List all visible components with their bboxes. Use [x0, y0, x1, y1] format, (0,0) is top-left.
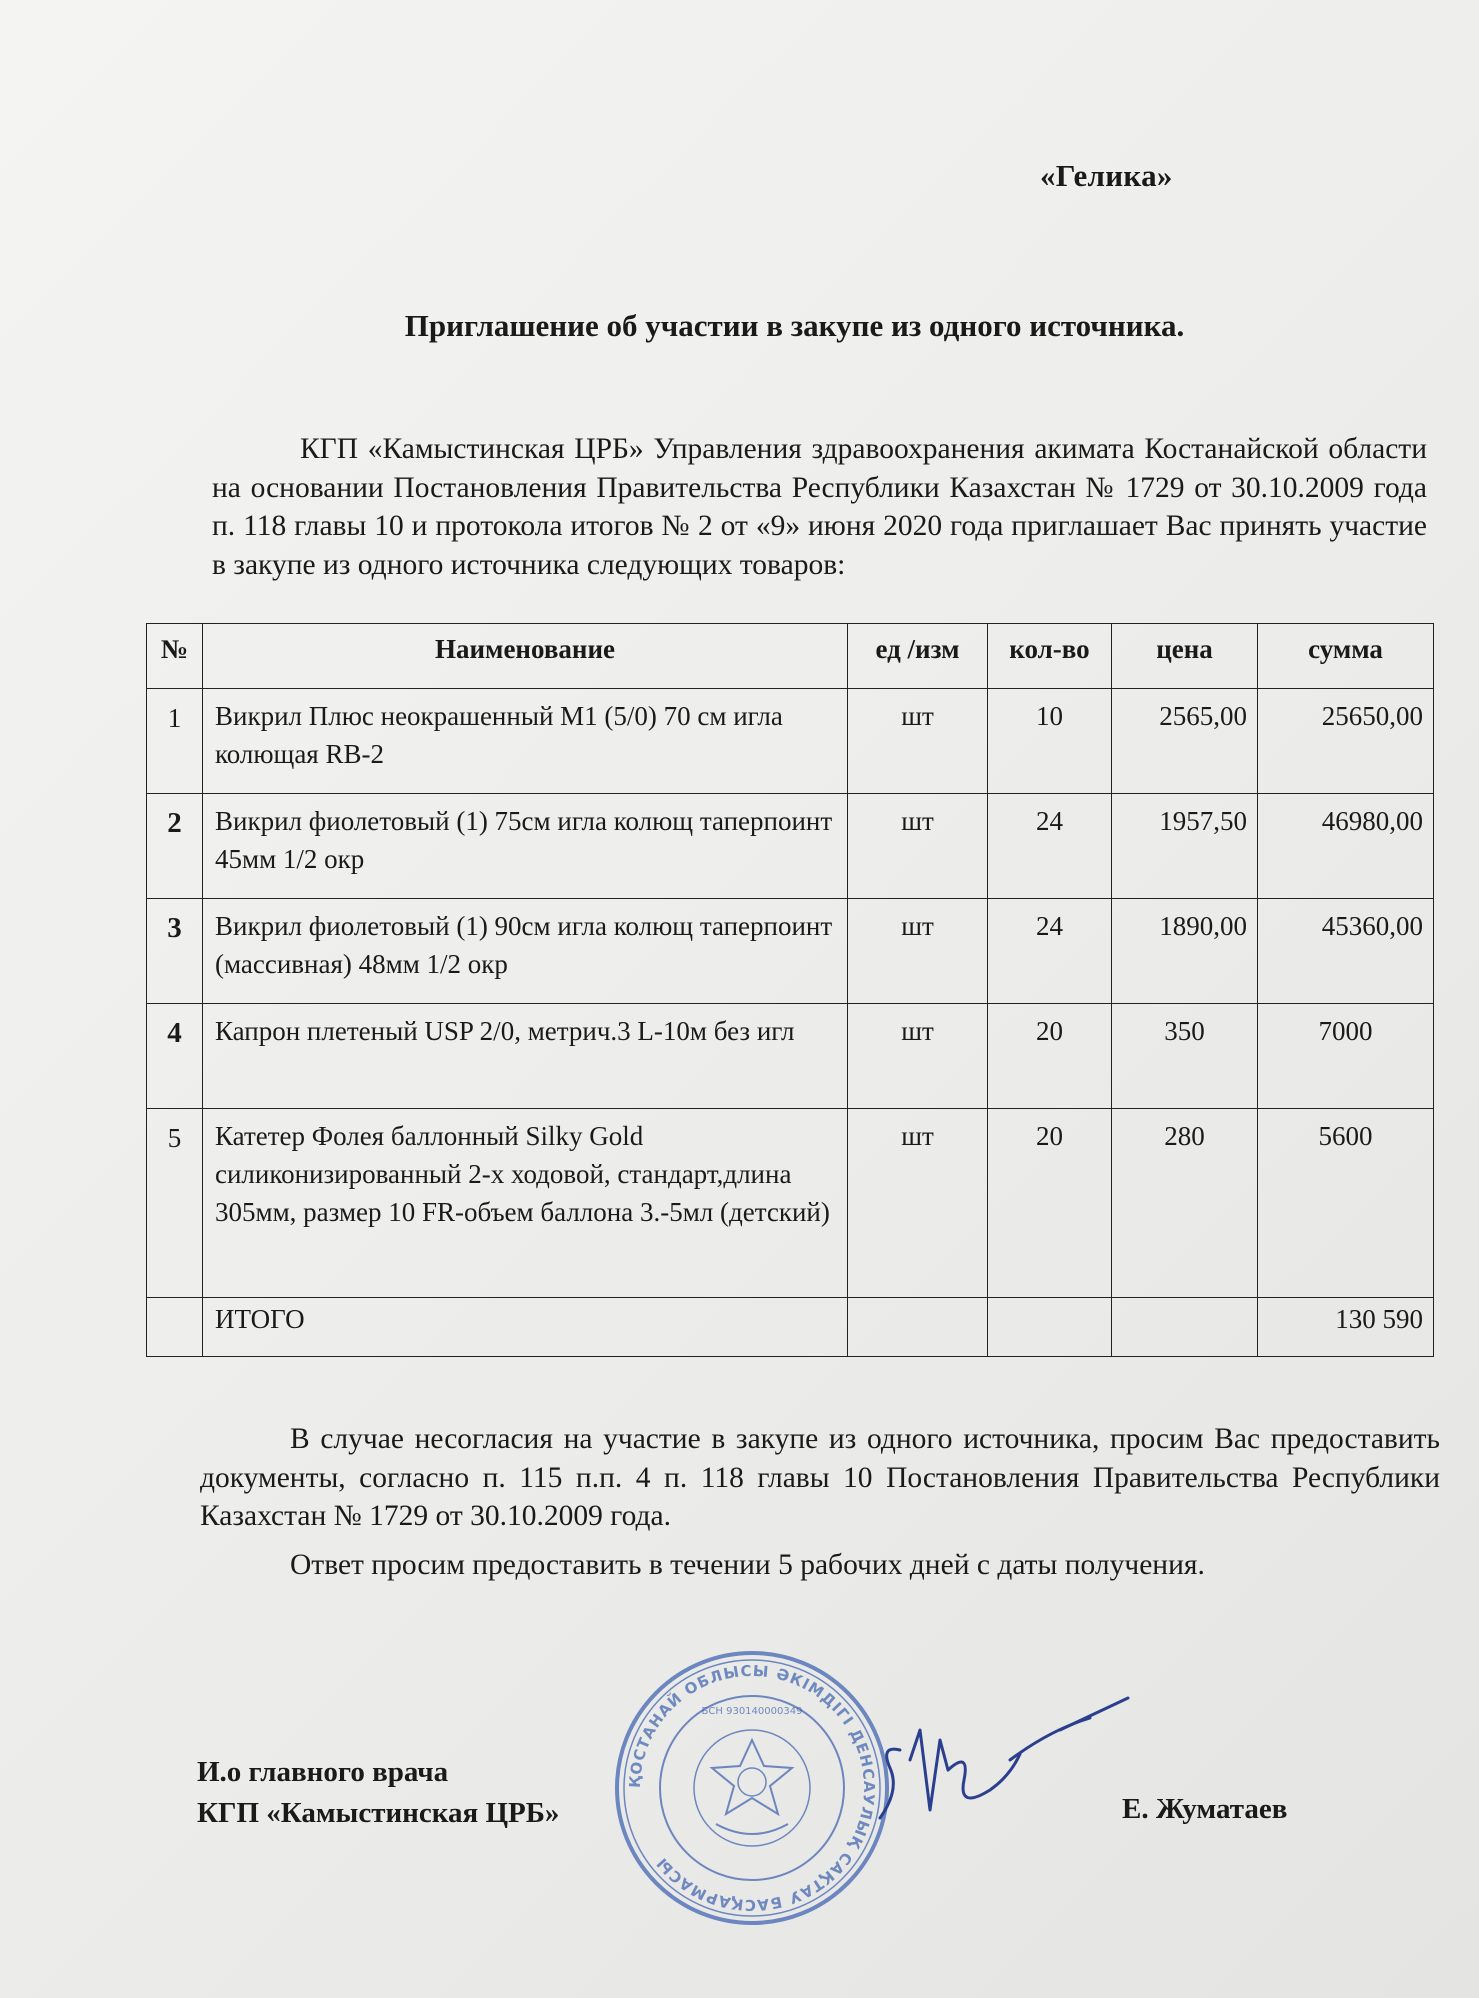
row-price: 2565,00: [1112, 689, 1258, 794]
total-num: [147, 1298, 203, 1357]
row-unit: шт: [848, 1109, 988, 1298]
stamp-inner-text: БСН 930140000349: [701, 1706, 803, 1717]
total-unit: [848, 1298, 988, 1357]
answer-paragraph: Ответ просим предоставить в течении 5 рабочих дней с даты получения.: [290, 1549, 1205, 1581]
row-qty: 20: [988, 1109, 1112, 1298]
table-row: [147, 689, 1434, 794]
stamp-outer-text: ҚОСТАНАЙ ОБЛЫСЫ ӘКІМДІГІ ДЕНСАУЛЫҚ САҚТАУ БАСҚАРМАСЫ: [625, 1661, 879, 1915]
signatory-position: [197, 1752, 559, 1834]
row-unit: шт: [848, 899, 988, 1004]
total-value: 130 590: [1258, 1298, 1434, 1357]
row-num: 5: [147, 1109, 203, 1298]
total-price: [1112, 1298, 1258, 1357]
row-price: 280: [1112, 1109, 1258, 1298]
row-sum: 46980,00: [1258, 794, 1434, 899]
document-title: Приглашение об участии в закупе из одного источника.: [404, 308, 1185, 343]
total-qty: [988, 1298, 1112, 1357]
intro-paragraph: КГП «Камыстинская ЦРБ» Управления здравоохранения акимата Костанайской области на основании Постановления Правительства Республики Казахстан № 1729 от 30.10.2009 года п. 118 главы 10 и протокола итогов № 2 от «9» июня 2020 года приглашает Вас принять участие в закупе из одного источника следующих товаров:: [212, 433, 1427, 581]
header-sum: сумма: [1258, 624, 1434, 689]
row-name: Викрил фиолетовый (1) 75см игла колющ таперпоинт 45мм 1/2 окр: [203, 794, 848, 899]
table-row: [147, 1004, 1434, 1109]
official-stamp-icon: [612, 1648, 892, 1928]
handwritten-signature-icon: [860, 1690, 1140, 1840]
row-unit: шт: [848, 794, 988, 899]
row-qty: 10: [988, 689, 1112, 794]
svg-text:ҚОСТАНАЙ ОБЛЫСЫ ӘКІМДІГІ ДЕНСА: [626, 1662, 878, 1914]
row-price: 1890,00: [1112, 899, 1258, 1004]
header-unit: ед /изм: [848, 624, 988, 689]
row-unit: шт: [848, 689, 988, 794]
row-num: 1: [147, 689, 203, 794]
row-unit: шт: [848, 1004, 988, 1109]
row-name: Капрон плетеный USP 2/0, метрич.3 L-10м без игл: [203, 1004, 848, 1109]
row-sum: 5600: [1258, 1109, 1434, 1298]
header-price: цена: [1112, 624, 1258, 689]
table-row: [147, 899, 1434, 1004]
row-qty: 20: [988, 1004, 1112, 1109]
row-sum: 7000: [1258, 1004, 1434, 1109]
row-price: 1957,50: [1112, 794, 1258, 899]
row-num: 3: [147, 899, 203, 1004]
disagree-paragraph: В случае несогласия на участие в закупе из одного источника, просим Вас предоставить документы, согласно п. 115 п.п. 4 п. 118 главы 10 Постановления Правительства Республики Казахстан № 1729 от 30.10.2009 года.: [200, 1423, 1440, 1532]
position-line-1: И.о главного врача: [197, 1756, 449, 1788]
signatory-name: Е. Жуматаев: [1122, 1793, 1288, 1825]
table-total-row: [147, 1298, 1434, 1357]
row-qty: 24: [988, 794, 1112, 899]
row-num: 4: [147, 1004, 203, 1109]
goods-table: [146, 623, 1434, 1357]
table-row: [147, 1109, 1434, 1298]
row-qty: 24: [988, 899, 1112, 1004]
header-name: Наименование: [203, 624, 848, 689]
row-sum: 45360,00: [1258, 899, 1434, 1004]
recipient-name: «Гелика»: [1040, 158, 1173, 193]
row-num: 2: [147, 794, 203, 899]
header-num: №: [147, 624, 203, 689]
row-sum: 25650,00: [1258, 689, 1434, 794]
total-label: ИТОГО: [203, 1298, 848, 1357]
row-name: Викрил Плюс неокрашенный М1 (5/0) 70 см игла колющая RB-2: [203, 689, 848, 794]
row-name: Катетер Фолея баллонный Silky Gold силиконизированный 2-х ходовой, стандарт,длина 305мм, размер 10 FR-объем баллона 3.-5мл (детский): [203, 1109, 848, 1298]
row-name: Викрил фиолетовый (1) 90см игла колющ таперпоинт (массивная) 48мм 1/2 окр: [203, 899, 848, 1004]
table-header-row: [147, 624, 1434, 689]
row-price: 350: [1112, 1004, 1258, 1109]
header-qty: кол-во: [988, 624, 1112, 689]
table-row: [147, 794, 1434, 899]
position-line-2: КГП «Камыстинская ЦРБ»: [197, 1797, 560, 1829]
